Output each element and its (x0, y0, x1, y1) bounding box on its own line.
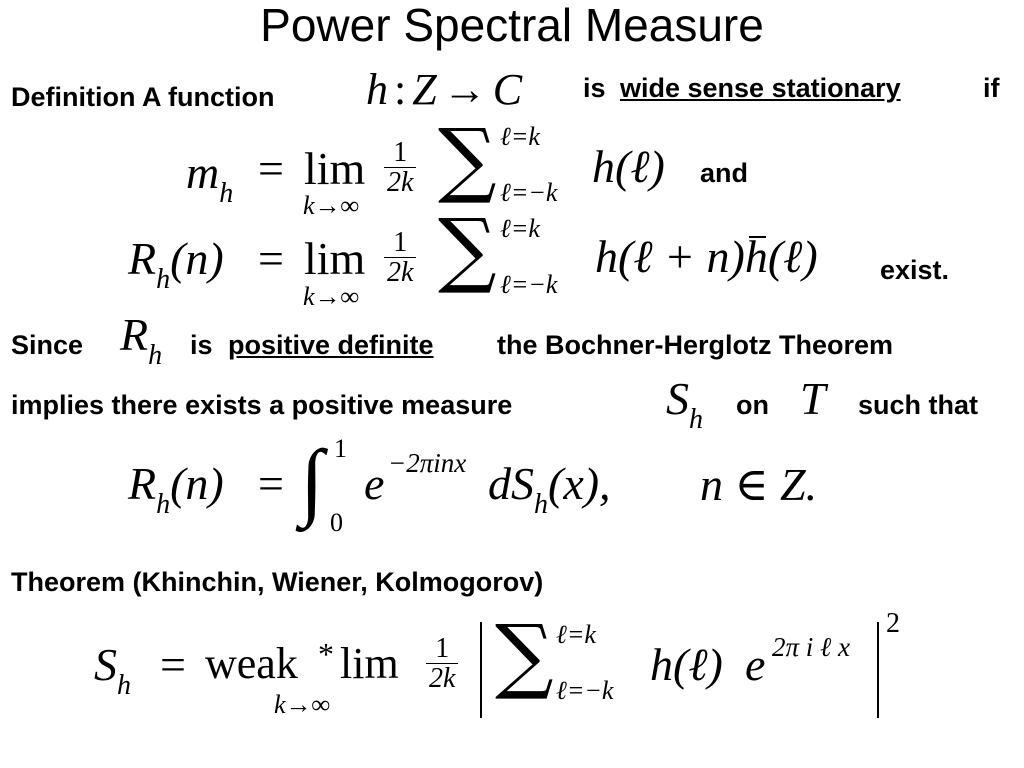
eq-thm-star: * (318, 636, 334, 672)
eq-mean-frac (384, 138, 416, 198)
word-and: and (700, 158, 749, 188)
definition-is: is (583, 73, 606, 103)
eq-cov-sum-bottom: ℓ=−k (500, 270, 558, 299)
eq-cov-sum-top: ℓ=k (500, 214, 540, 243)
eq-thm-exp-base: e (745, 639, 766, 690)
definition-if: if (983, 73, 1000, 103)
eq-cov-frac (384, 228, 416, 288)
since-R-sub: h (148, 340, 163, 371)
eq-thm-sum: ∑ (495, 608, 554, 703)
int-lower: 0 (330, 508, 343, 537)
eq-cov-equals: = (258, 233, 284, 284)
positive-definite: positive definite (228, 330, 434, 360)
map-colon: : (394, 65, 407, 114)
eq-boch-x: (x), (548, 458, 611, 509)
eq-mean-sum: ∑ (438, 112, 497, 207)
since-R: R (120, 309, 149, 360)
eq-mean-sub: h (219, 178, 234, 209)
eq-mean-sum-top: ℓ=k (500, 122, 540, 151)
function-map (366, 64, 522, 115)
eq-cov-frac-den: 2k (387, 257, 414, 289)
map-h: h (366, 65, 388, 114)
abs-bar-right (877, 622, 879, 718)
eq-thm-exp: 2π i ℓ x (772, 632, 851, 662)
eq-thm-power: 2 (886, 608, 900, 639)
exp-base: e (364, 458, 385, 509)
such-that: such that (858, 390, 979, 420)
eq-mean-term: h(ℓ) (592, 141, 665, 192)
map-arrow: → (442, 65, 487, 114)
eq-thm-term: h(ℓ) (650, 639, 723, 690)
eq-cov-conj-h: h (744, 231, 768, 282)
eq-mean-lim: lim (304, 143, 366, 194)
eq-cov-lhs (128, 232, 224, 295)
map-domain: Z (412, 65, 437, 114)
space-T: T (800, 373, 826, 424)
eq-cov-term-a: h(ℓ + n) (595, 231, 745, 282)
eq-boch-R: R (128, 458, 157, 509)
eq-mean-lhs (186, 146, 234, 209)
map-codomain: C (492, 65, 523, 114)
eq-cov-lim: lim (304, 233, 366, 284)
eq-boch-cond: n ∈ Z. (700, 459, 818, 510)
eq-thm-S: S (94, 639, 117, 690)
since-rest: the Bochner-Herglotz Theorem (497, 330, 894, 360)
slide-title: Power Spectral Measure (260, 0, 764, 51)
word-exist: exist. (880, 255, 950, 285)
eq-boch-arg: (n) (170, 458, 224, 509)
measure-S: S (666, 373, 689, 424)
eq-boch-sub: h (156, 489, 171, 520)
eq-thm-sum-bottom: ℓ=−k (556, 676, 614, 705)
eq-cov-arg: (n) (170, 233, 224, 284)
eq-cov-term (595, 230, 818, 283)
measure-sub: h (689, 404, 703, 435)
abs-bar-left (480, 622, 482, 718)
since-is: is (190, 330, 213, 360)
since-line2: implies there exists a positive measure (11, 390, 513, 420)
int-upper: 1 (334, 434, 347, 463)
eq-boch-equals: = (258, 458, 284, 509)
eq-cov-sum: ∑ (438, 202, 497, 297)
eq-thm-equals: = (160, 639, 186, 690)
eq-cov-frac-num: 1 (384, 228, 416, 258)
eq-cov-lim-sub: k→∞ (303, 282, 360, 311)
eq-mean-frac-num: 1 (384, 138, 416, 168)
eq-boch-measure (488, 457, 611, 520)
wide-sense-stationary: wide sense stationary (620, 73, 901, 103)
eq-thm-sum-top: ℓ=k (556, 620, 596, 649)
eq-cov-sub: h (156, 264, 171, 295)
theorem-label: Theorem (Khinchin, Wiener, Kolmogorov) (11, 567, 544, 597)
eq-mean-m: m (186, 147, 220, 198)
eq-thm-lhs (94, 638, 131, 701)
eq-mean-lim-sub: k→∞ (303, 191, 360, 220)
word-on: on (736, 390, 769, 420)
since-R-symbol (120, 308, 163, 371)
eq-mean-sum-bottom: ℓ=−k (500, 178, 558, 207)
exp-power: −2πinx (388, 448, 467, 478)
eq-mean-equals: = (258, 143, 284, 194)
definition-lead: Definition A function (11, 82, 275, 112)
eq-thm-lim-sub: k→∞ (274, 690, 331, 719)
eq-thm-frac (426, 634, 458, 694)
eq-cov-R: R (128, 233, 157, 284)
eq-boch-lhs (128, 457, 224, 520)
eq-thm-frac-num: 1 (426, 634, 458, 664)
eq-thm-weak: weak (205, 639, 298, 688)
eq-boch-dS: dS (488, 458, 534, 509)
integral-sign: ∫ (300, 432, 324, 528)
eq-thm-frac-den: 2k (429, 663, 456, 695)
since-lead: Since (11, 330, 84, 360)
eq-cov-term-b: (ℓ) (767, 231, 818, 282)
eq-thm-sub: h (117, 670, 131, 701)
eq-boch-dS-sub: h (534, 489, 548, 520)
eq-thm-lim: lim (340, 639, 399, 688)
measure-symbol (666, 372, 703, 435)
eq-mean-frac-den: 2k (387, 167, 414, 199)
